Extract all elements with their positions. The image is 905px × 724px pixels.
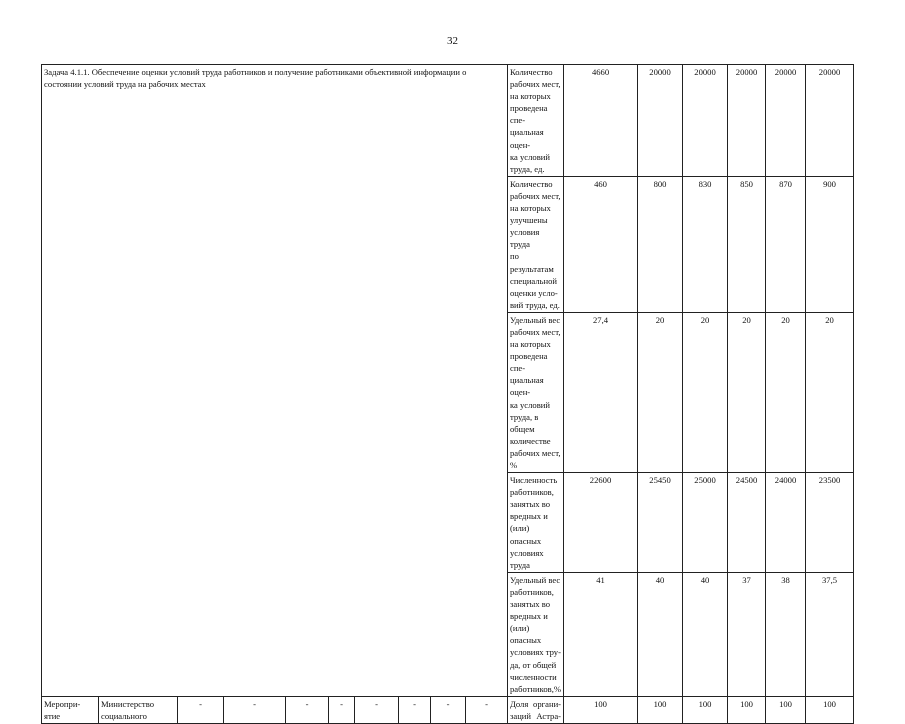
empty-value-dash: - (329, 696, 355, 723)
value-cell: 40 (683, 572, 728, 696)
value-cell: 25450 (638, 473, 683, 573)
value-cell: 20 (638, 312, 683, 472)
event-row (42, 696, 854, 723)
value-cell: 20000 (728, 65, 766, 177)
value-cell: 22600 (564, 473, 638, 573)
indicator-label: Численность работников, занятых во вредных и (или) опасных условиях труда (508, 473, 564, 573)
value-cell: 20000 (766, 65, 806, 177)
value-cell: 20 (806, 312, 854, 472)
indicator-word: заций (510, 710, 532, 721)
empty-value-dash: - (224, 696, 286, 723)
value-cell: 900 (806, 176, 854, 312)
event-type-line: Меропри- (44, 698, 81, 709)
event-type-line: ятие (44, 710, 61, 721)
value-cell: 37,5 (806, 572, 854, 696)
value-cell: 20000 (683, 65, 728, 177)
value-cell: 100 (806, 696, 854, 723)
empty-value-dash: - (286, 696, 329, 723)
value-cell: 830 (683, 176, 728, 312)
value-cell: 20000 (638, 65, 683, 177)
value-cell: 40 (638, 572, 683, 696)
executor-cell (99, 696, 178, 723)
program-indicators-table (41, 64, 854, 724)
value-cell: 4660 (564, 65, 638, 177)
event-type-cell (42, 696, 99, 723)
value-cell: 100 (728, 696, 766, 723)
indicator-word: Астра- (536, 710, 562, 721)
page-number: 32 (447, 35, 458, 47)
value-cell: 37 (728, 572, 766, 696)
value-cell: 38 (766, 572, 806, 696)
indicator-word: органи- (533, 698, 562, 709)
value-cell: 20 (728, 312, 766, 472)
empty-value-dash: - (355, 696, 399, 723)
empty-value-dash: - (431, 696, 466, 723)
indicator-row (42, 65, 854, 177)
indicator-label (508, 696, 564, 723)
value-cell: 460 (564, 176, 638, 312)
executor-line: Министерство (101, 698, 154, 709)
indicator-label: Количество рабочих мест, на которых улучшены условия труда по результатам специальной оценки усло- вий труда, ед. (508, 176, 564, 312)
value-cell: 41 (564, 572, 638, 696)
value-cell: 100 (564, 696, 638, 723)
value-cell: 20000 (806, 65, 854, 177)
value-cell: 100 (638, 696, 683, 723)
empty-value-dash: - (466, 696, 508, 723)
empty-value-dash: - (399, 696, 431, 723)
indicator-label: Удельный вес работников, занятых во вредных и (или) опасных условиях тру- да, от общей численности работников,% (508, 572, 564, 696)
executor-line: социального (101, 710, 147, 721)
indicator-label: Удельный вес рабочих мест, на которых проведена спе- циальная оцен- ка условий труда, в общем количестве рабочих мест, % (508, 312, 564, 472)
value-cell: 24000 (766, 473, 806, 573)
value-cell: 23500 (806, 473, 854, 573)
value-cell: 20 (766, 312, 806, 472)
value-cell: 20 (683, 312, 728, 472)
task-text: Задача 4.1.1. Обеспечение оценки условий труда работников и получение работниками объективной информации о состоянии условий труда на рабочих местах (44, 67, 467, 90)
value-cell: 27,4 (564, 312, 638, 472)
value-cell: 25000 (683, 473, 728, 573)
task-description (42, 65, 508, 697)
value-cell: 800 (638, 176, 683, 312)
value-cell: 100 (683, 696, 728, 723)
value-cell: 850 (728, 176, 766, 312)
empty-value-dash: - (178, 696, 224, 723)
value-cell: 870 (766, 176, 806, 312)
indicator-label: Количество рабочих мест, на которых проведена спе- циальная оцен- ка условий труда, ед. (508, 65, 564, 177)
indicator-word: Доля (510, 698, 529, 709)
value-cell: 100 (766, 696, 806, 723)
value-cell: 24500 (728, 473, 766, 573)
